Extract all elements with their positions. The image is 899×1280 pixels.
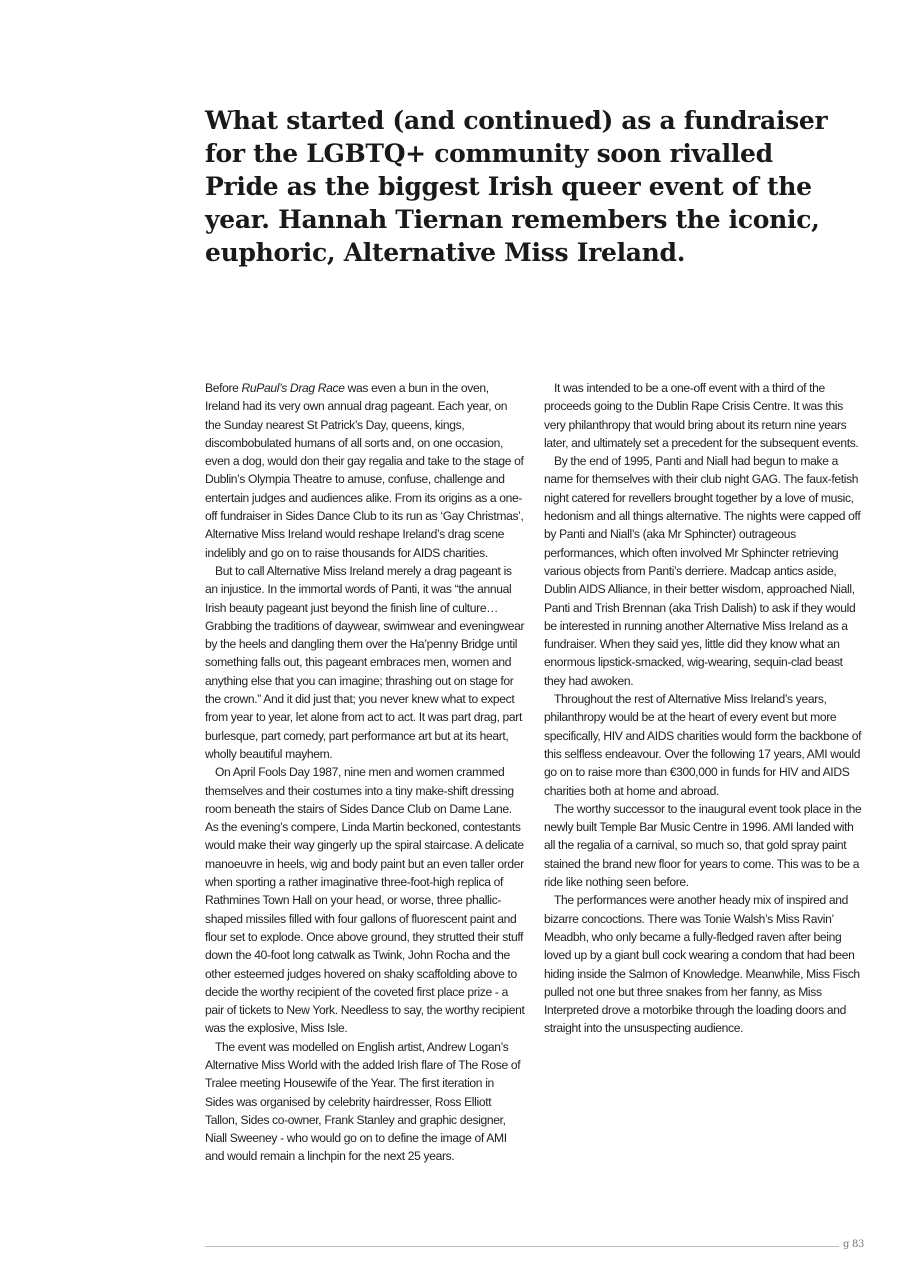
body-paragraph-6: By the end of 1995, Panti and Niall had begun to make a name for themselves with their club night GAG. The faux-fetish night catered for revellers brought together by a love of music, hedonism and all things alternative. The nights were capped off by Panti and Niall’s (aka Mr Sphincter) outrageous performances, which often involved Mr Sphincter retrieving various objects from Panti’s derriere. Madcap antics aside, Dublin AIDS Alliance, in their better wisdom, approached Niall, Panti and Trish Brennan (aka Trish Dalish) to ask if they would be interested in running another Alternative Miss Ireland as a fundraiser. When they said yes, little did they know what an enormous lipstick-smacked, wig-wearing, sequin-clad beast they had awoken. <box>544 454 861 688</box>
show-title: RuPaul’s Drag Race <box>241 381 345 395</box>
body-paragraph-3: On April Fools Day 1987, nine men and women crammed themselves and their costumes into a tiny make-shift dressing room beneath the stairs of Sides Dance Club on Dame Lane. As the evening’s compere, Linda Martin beckoned, contestants would make their way gingerly up the spiral staircase. A delicate manoeuvre in heels, wig and body paint but an even taller order when sporting a rather imaginative three-foot-high replica of Rathmines Town Hall on your head, or worse, three phallic-shaped missiles filled with four gallons of fluorescent paint and flour set to explode. Once above ground, they strutted their stuff down the 40-foot long catwalk as Twink, John Rocha and the other esteemed judges hovered on shaky scaffolding above to decide the worthy recipient of the coveted first place prize - a pair of tickets to New York. Needless to say, the worthy recipient was the explosive, Miss Isle. <box>205 765 525 1036</box>
body-column-left <box>205 379 525 1166</box>
paragraph-text: was even a bun in the oven, Ireland had its very own annual drag pageant. Each year, on the Sunday nearest St Patrick’s Day, queens, kings, discombobulated humans of all sorts and, on one occasion, even a dog, would don their gay regalia and take to the stage of Dublin’s Olympia Theatre to amuse, confuse, challenge and entertain judges and audiences alike. From its origins as a one-off fundraiser in Sides Dance Club to its run as ‘Gay Christmas’, Alternative Miss Ireland would reshape Ireland’s drag scene indelibly and go on to raise thousands for AIDS charities. <box>205 381 524 560</box>
body-paragraph-8: The worthy successor to the inaugural event took place in the newly built Temple Bar Music Centre in 1996. AMI landed with all the regalia of a carnival, so much so, that gold spray paint stained the brand new floor for years to come. This was to be a ride like nothing seen before. <box>544 801 862 890</box>
standfirst-text-2: remembers the iconic, euphoric, Alternative Miss Ireland. <box>205 205 820 267</box>
standfirst-text-1: What started (and continued) as a fundraiser for the LGBTQ+ community soon rivalled Pride as the biggest Irish queer event of the year. <box>205 106 828 234</box>
body-paragraph-9: The performances were another heady mix of inspired and bizarre concoctions. There was Tonie Walsh’s Miss Ravin’ Meadbh, who only became a fully-fledged raven after being loved up by a giant bull cock wearing a condom that had been hiding inside the Salmon of Knowledge. Meanwhile, Miss Fisch pulled not one but three snakes from her fanny, as Miss Interpreted drove a motorbike through the loading doors and straight into the unsuspecting audience. <box>544 893 860 1036</box>
body-paragraph-2: But to call Alternative Miss Ireland merely a drag pageant is an injustice. In the immortal words of Panti, it was “the annual Irish beauty pageant just beyond the finish line of culture… Grabbing the traditions of daywear, swimwear and eveningwear by the heels and dangling them over the Ha’penny Bridge until something falls out, this pageant embraces men, women and anything else that you can imagine; thrashing out on stage for the crown.” And it did just that; you never knew what to expect from year to year, let alone from act to act. It was part drag, part burlesque, part comedy, part performance art but at its heart, wholly beautiful mayhem. <box>205 563 525 761</box>
author-name: Hannah Tiernan <box>278 205 503 234</box>
body-paragraph-5: It was intended to be a one-off event with a third of the proceeds going to the Dublin Rape Crisis Centre. It was this very philanthropy that would bring about its return nine years later, and ultimately set a precedent for the subsequent events. <box>544 381 859 450</box>
body-paragraph-4: The event was modelled on English artist, Andrew Logan’s Alternative Miss World with the added Irish flare of The Rose of Tralee meeting Housewife of the Year. The first iteration in Sides was organised by celebrity hairdresser, Ross Elliott Tallon, Sides co-owner, Frank Stanley and graphic designer, Niall Sweeney - who would go on to define the image of AMI and would remain a linchpin for the next 25 years. <box>205 1039 521 1164</box>
article-standfirst <box>205 104 845 269</box>
body-column-right <box>544 379 866 1038</box>
footer-rule <box>205 1246 839 1247</box>
paragraph-lead: Before <box>205 381 242 395</box>
page-number: g 83 <box>843 1239 865 1250</box>
body-paragraph-7: Throughout the rest of Alternative Miss Ireland’s years, philanthropy would be at the heart of every event but more specifically, HIV and AIDS charities would form the backbone of this selfless endeavour. Over the following 17 years, AMI would go on to raise more than €300,000 in funds for HIV and AIDS charities both at home and abroad. <box>544 692 862 798</box>
body-paragraph-1 <box>205 379 525 562</box>
